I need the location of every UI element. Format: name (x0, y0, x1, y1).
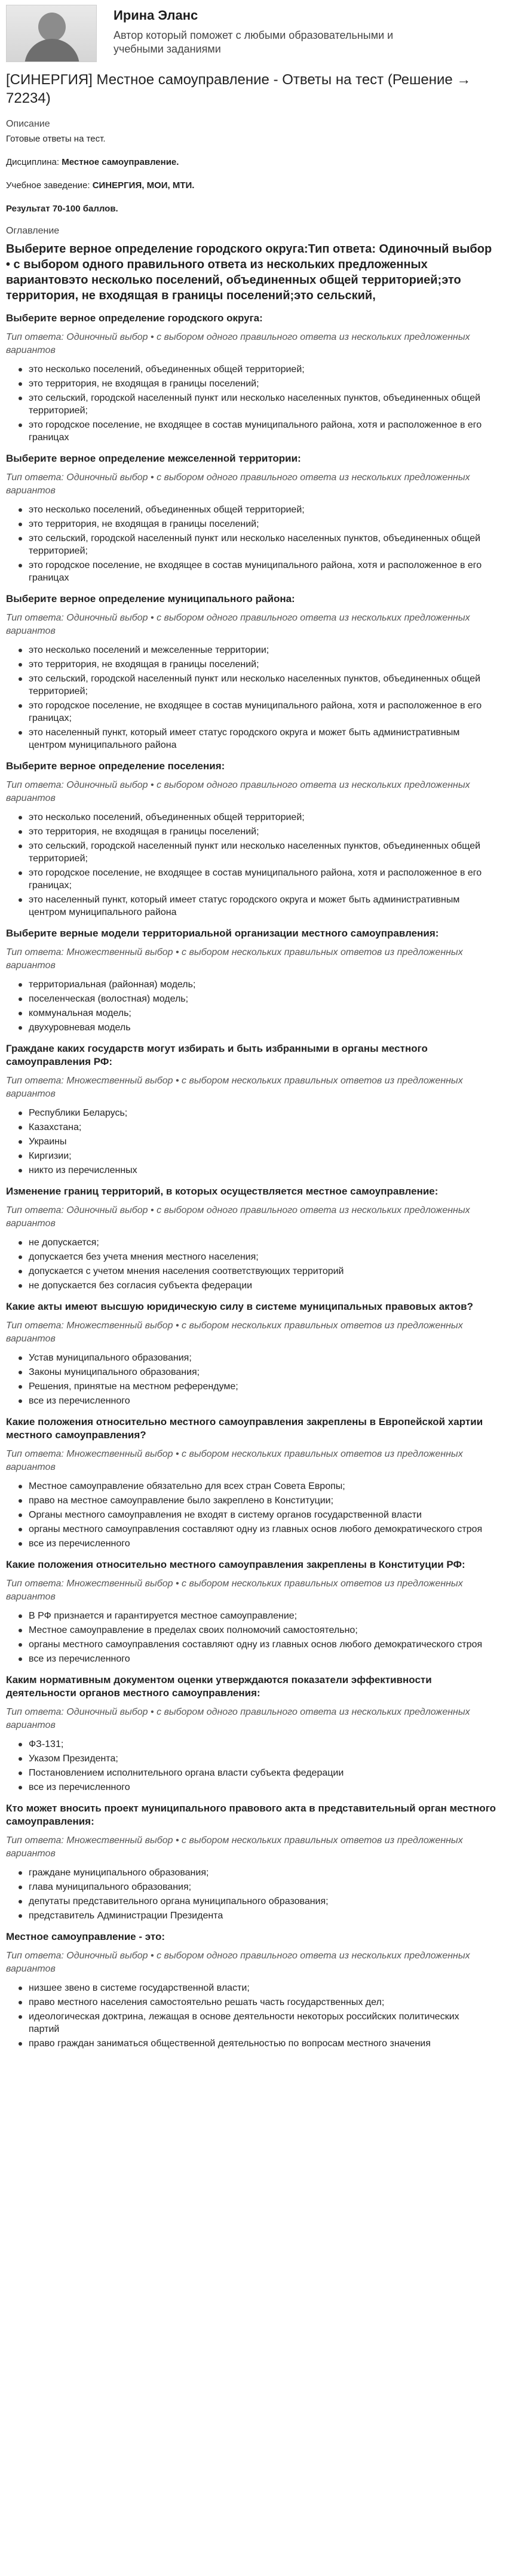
options-list (6, 1866, 500, 1922)
meta-label: Дисциплина: (6, 157, 62, 167)
option-item: Постановлением исполнительного органа власти субъекта федерации (6, 1767, 484, 1779)
toc-label: Оглавление (6, 226, 60, 236)
question-block (6, 1185, 500, 1292)
question-title: Выберите верные модели территориальной организации местного самоуправления: (6, 928, 439, 939)
meta-value: Местное самоуправление. (62, 157, 179, 167)
option-item: Решения, принятые на местном референдуме; (6, 1380, 484, 1393)
meta-info (6, 156, 500, 214)
options-list (6, 1236, 500, 1292)
option-item: все из перечисленного (6, 1537, 484, 1550)
option-item: Местное самоуправление обязательно для всех стран Совета Европы; (6, 1480, 484, 1493)
question-title: Какие акты имеют высшую юридическую силу в системе муниципальных правовых актов? (6, 1301, 473, 1312)
question-block (6, 452, 500, 584)
question-block (6, 1558, 500, 1665)
option-item: представитель Администрации Президента (6, 1909, 484, 1922)
options-list (6, 1610, 500, 1665)
options-list (6, 363, 500, 444)
options-list (6, 1107, 500, 1177)
options-list (6, 1480, 500, 1550)
question-title: Местное самоуправление - это: (6, 1931, 165, 1942)
question-title: Какие положения относительно местного самоуправления закреплены в Конституции РФ: (6, 1559, 465, 1570)
option-item: это городское поселение, не входящее в состав муниципального района, хотя и расположенное в его границах; (6, 867, 484, 892)
option-item: Киргизии; (6, 1150, 484, 1162)
option-item: это сельский, городской населенный пункт или несколько населенных пунктов, объединенных общей территорией; (6, 532, 484, 557)
option-item: не допускается; (6, 1236, 484, 1249)
author-card (6, 5, 500, 63)
option-item: это городское поселение, не входящее в состав муниципального района, хотя и расположенное в его границах; (6, 699, 484, 724)
option-item: органы местного самоуправления составляют одну из главных основ любого демократического строя (6, 1523, 484, 1536)
question-block (6, 1930, 500, 2050)
description-label: Описание (6, 119, 50, 129)
option-item: коммунальная модель; (6, 1007, 484, 1020)
option-item: все из перечисленного (6, 1653, 484, 1665)
option-item: Органы местного самоуправления не входят в систему органов государственной власти (6, 1509, 484, 1521)
meta-row (6, 180, 500, 191)
option-item: это территория, не входящая в границы поселений; (6, 825, 484, 838)
option-item: право граждан заниматься общественной деятельностью по вопросам местного значения (6, 2037, 484, 2050)
option-item: Казахстана; (6, 1121, 484, 1134)
option-item: депутаты представительного органа муниципального образования; (6, 1895, 484, 1908)
answer-type: Тип ответа: Множественный выбор • с выбором нескольких правильных ответов из предложенных вариантов (6, 1579, 463, 1602)
option-item: не допускается без согласия субъекта федерации (6, 1279, 484, 1292)
question-block (6, 1416, 500, 1550)
questions-list (6, 312, 500, 2050)
option-item: Указом Президента; (6, 1752, 484, 1765)
option-item: территориальная (районная) модель; (6, 978, 484, 991)
answer-type: Тип ответа: Одиночный выбор • с выбором одного правильного ответа из нескольких предложенных вариантов (6, 780, 470, 803)
author-description: Автор который поможет с любыми образовательными и учебными заданиями (114, 29, 394, 55)
option-item: органы местного самоуправления составляют одну из главных основ любого демократического строя (6, 1638, 484, 1651)
author-info (114, 5, 424, 56)
meta-row (6, 156, 500, 168)
option-item: все из перечисленного (6, 1781, 484, 1794)
question-block (6, 1674, 500, 1794)
page-title: [СИНЕРГИЯ] Местное самоуправление - Ответы на тест (Решение → 72234) (6, 72, 471, 106)
question-block (6, 312, 500, 444)
question-block (6, 760, 500, 919)
option-item: Украины (6, 1135, 484, 1148)
option-item: это сельский, городской населенный пункт или несколько населенных пунктов, объединенных общей территорией; (6, 392, 484, 417)
option-item: это населенный пункт, который имеет статус городского округа и может быть административным центром муниципального района (6, 894, 484, 919)
option-item: граждане муниципального образования; (6, 1866, 484, 1879)
answer-type: Тип ответа: Множественный выбор • с выбором нескольких правильных ответов из предложенных вариантов (6, 947, 463, 971)
option-item: это населенный пункт, который имеет статус городского округа и может быть административным центром муниципального района (6, 726, 484, 751)
option-item: низшее звено в системе государственной власти; (6, 1982, 484, 1994)
options-list (6, 644, 500, 751)
option-item: все из перечисленного (6, 1395, 484, 1407)
option-item: ФЗ-131; (6, 1738, 484, 1751)
option-item: это городское поселение, не входящее в состав муниципального района, хотя и расположенное в его границах (6, 419, 484, 444)
options-list (6, 1352, 500, 1407)
meta-value: СИНЕРГИЯ, МОИ, МТИ. (92, 180, 195, 191)
option-item: допускается с учетом мнения населения соответствующих территорий (6, 1265, 484, 1278)
user-avatar-icon[interactable] (6, 5, 97, 62)
option-item: это несколько поселений, объединенных общей территорией; (6, 811, 484, 824)
question-block (6, 1042, 500, 1177)
option-item: Устав муниципального образования; (6, 1352, 484, 1364)
answer-type: Тип ответа: Одиночный выбор • с выбором одного правильного ответа из нескольких предложенных вариантов (6, 1951, 470, 1974)
option-item: глава муниципального образования; (6, 1881, 484, 1893)
option-item: Местное самоуправление в пределах своих полномочий самостоятельно; (6, 1624, 484, 1637)
option-item: это территория, не входящая в границы поселений; (6, 377, 484, 390)
answer-type: Тип ответа: Одиночный выбор • с выбором одного правильного ответа из нескольких предложенных вариантов (6, 472, 470, 496)
options-list (6, 811, 500, 919)
option-item: Законы муниципального образования; (6, 1366, 484, 1378)
option-item: это сельский, городской населенный пункт или несколько населенных пунктов, объединенных общей территорией; (6, 840, 484, 865)
option-item: это несколько поселений и межселенные территории; (6, 644, 484, 656)
question-title: Какие положения относительно местного самоуправления закреплены в Европейской хартии местного самоуправления? (6, 1416, 483, 1441)
question-block (6, 1300, 500, 1407)
option-item: это сельский, городской населенный пункт или несколько населенных пунктов, объединенных общей территорией; (6, 673, 484, 698)
options-list (6, 1982, 500, 2050)
options-list (6, 503, 500, 584)
option-item: это территория, не входящая в границы поселений; (6, 518, 484, 530)
answer-type: Тип ответа: Множественный выбор • с выбором нескольких правильных ответов из предложенных вариантов (6, 1076, 463, 1099)
answer-type: Тип ответа: Одиночный выбор • с выбором одного правильного ответа из нескольких предложенных вариантов (6, 332, 470, 355)
option-item: это территория, не входящая в границы поселений; (6, 658, 484, 671)
answer-type: Тип ответа: Множественный выбор • с выбором нескольких правильных ответов из предложенных вариантов (6, 1449, 463, 1472)
question-title: Каким нормативным документом оценки утверждаются показатели эффективности деятельности органов местного самоуправления: (6, 1674, 432, 1699)
question-block (6, 927, 500, 1034)
option-item: Республики Беларусь; (6, 1107, 484, 1119)
question-title: Граждане каких государств могут избирать и быть избранными в органы местного самоуправления РФ: (6, 1043, 428, 1067)
answer-type: Тип ответа: Одиночный выбор • с выбором одного правильного ответа из нескольких предложенных вариантов (6, 1707, 470, 1730)
question-title: Изменение границ территорий, в которых осуществляется местное самоуправление: (6, 1186, 438, 1197)
description-text: Готовые ответы на тест. (6, 134, 106, 144)
answer-type: Тип ответа: Множественный выбор • с выбором нескольких правильных ответов из предложенных вариантов (6, 1321, 463, 1344)
answer-type: Тип ответа: Множественный выбор • с выбором нескольких правильных ответов из предложенных вариантов (6, 1835, 463, 1859)
option-item: идеологическая доктрина, лежащая в основе деятельности некоторых российских политических партий (6, 2010, 484, 2035)
question-title: Выберите верное определение городского округа: (6, 312, 263, 324)
question-title: Выберите верное определение поселения: (6, 760, 225, 772)
option-item: право местного населения самостоятельно решать часть государственных дел; (6, 1996, 484, 2009)
option-item: поселенческая (волостная) модель; (6, 993, 484, 1005)
question-title: Выберите верное определение межселенной территории: (6, 453, 301, 464)
options-list (6, 1738, 500, 1794)
author-name[interactable]: Ирина Эланс (114, 8, 198, 23)
option-item: допускается без учета мнения местного населения; (6, 1251, 484, 1263)
question-block (6, 1802, 500, 1922)
option-item: двухуровневая модель (6, 1021, 484, 1034)
options-list (6, 978, 500, 1034)
option-item: никто из перечисленных (6, 1164, 484, 1177)
meta-row (6, 203, 500, 214)
option-item: это несколько поселений, объединенных общей территорией; (6, 503, 484, 516)
option-item: это городское поселение, не входящее в состав муниципального района, хотя и расположенное в его границах (6, 559, 484, 584)
meta-value: Результат 70-100 баллов. (6, 204, 118, 214)
question-block (6, 592, 500, 751)
intro-question: Выберите верное определение городского округа:Тип ответа: Одиночный выбор • с выбором одного правильного ответа из нескольких предложенных вариантовэто несколько поселений, объединенных общей территорией;это территория, не входящая в границы поселений;это сельский, (6, 242, 492, 302)
question-title: Кто может вносить проект муниципального правового акта в представительный орган местного самоуправления: (6, 1803, 496, 1827)
option-item: В РФ признается и гарантируется местное самоуправление; (6, 1610, 484, 1622)
question-title: Выберите верное определение муниципального района: (6, 593, 295, 604)
option-item: это несколько поселений, объединенных общей территорией; (6, 363, 484, 376)
option-item: право на местное самоуправление было закреплено в Конституции; (6, 1494, 484, 1507)
answer-type: Тип ответа: Одиночный выбор • с выбором одного правильного ответа из нескольких предложенных вариантов (6, 613, 470, 636)
meta-label: Учебное заведение: (6, 180, 93, 191)
answer-type: Тип ответа: Одиночный выбор • с выбором одного правильного ответа из нескольких предложенных вариантов (6, 1205, 470, 1229)
